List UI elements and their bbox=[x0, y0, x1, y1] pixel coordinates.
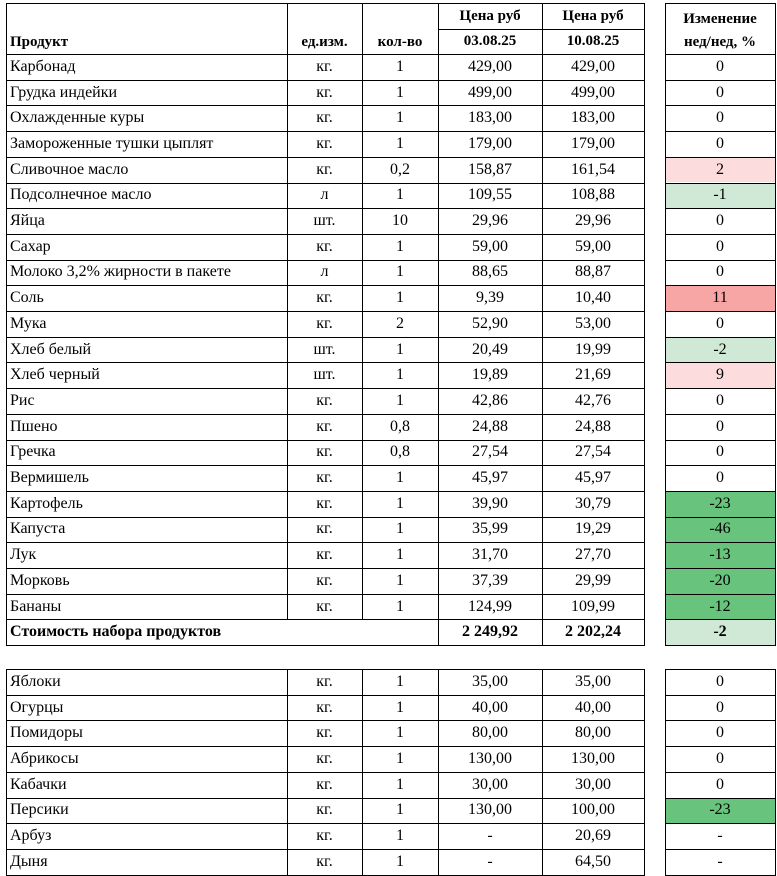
qty-cell: 1 bbox=[396, 520, 404, 538]
price-old-cell: - bbox=[487, 852, 493, 870]
grid-line bbox=[665, 645, 776, 646]
qty-cell: 1 bbox=[396, 109, 404, 127]
grid-line bbox=[6, 311, 644, 312]
qty-cell: 0,8 bbox=[390, 417, 410, 435]
grid-line bbox=[644, 3, 645, 646]
unit-cell: кг. bbox=[316, 520, 333, 538]
price-new-cell: 100,00 bbox=[571, 801, 615, 819]
grid-line bbox=[665, 594, 776, 595]
grid-line bbox=[665, 798, 776, 799]
grid-line bbox=[665, 234, 776, 235]
grid-line bbox=[6, 619, 644, 620]
price-old-cell: - bbox=[487, 827, 493, 845]
grid-line bbox=[542, 3, 543, 646]
product-name: Яйца bbox=[10, 212, 45, 230]
price-new-cell: 19,99 bbox=[575, 340, 611, 358]
unit-cell: кг. bbox=[316, 314, 333, 332]
qty-cell: 1 bbox=[396, 340, 404, 358]
grid-line bbox=[6, 208, 644, 209]
unit-cell: кг. bbox=[316, 417, 333, 435]
unit-cell: кг. bbox=[316, 852, 333, 870]
qty-cell: 1 bbox=[396, 237, 404, 255]
price-new-cell: 30,00 bbox=[575, 775, 611, 793]
total-change: -2 bbox=[665, 619, 775, 645]
price-old-cell: 45,97 bbox=[472, 469, 508, 487]
price-old-cell: 29,96 bbox=[472, 212, 508, 230]
grid-line bbox=[6, 388, 644, 389]
unit-cell: кг. bbox=[316, 83, 333, 101]
grid-line bbox=[438, 3, 439, 646]
grid-line bbox=[665, 669, 666, 876]
unit-cell: кг. bbox=[316, 749, 333, 767]
change-cell: 0 bbox=[665, 131, 775, 157]
grid-line bbox=[6, 285, 644, 286]
grid-line bbox=[665, 517, 776, 518]
change-cell: -20 bbox=[665, 568, 775, 594]
product-name: Хлеб черный bbox=[10, 366, 100, 384]
grid-line bbox=[775, 3, 776, 646]
unit-cell: кг. bbox=[316, 134, 333, 152]
price-old-cell: 40,00 bbox=[472, 698, 508, 716]
qty-cell: 1 bbox=[396, 289, 404, 307]
product-name: Морковь bbox=[10, 571, 70, 589]
grid-line bbox=[665, 131, 776, 132]
unit-cell: кг. bbox=[316, 494, 333, 512]
grid-line bbox=[665, 157, 776, 158]
unit-cell: кг. bbox=[316, 109, 333, 127]
grid-line bbox=[6, 131, 644, 132]
header-price-label-2: Цена руб bbox=[562, 7, 624, 24]
change-cell: 0 bbox=[665, 695, 775, 721]
price-new-cell: 499,00 bbox=[571, 83, 615, 101]
change-cell: 0 bbox=[665, 388, 775, 414]
price-old-cell: 109,55 bbox=[468, 186, 512, 204]
grid-line bbox=[6, 3, 438, 4]
product-name: Подсолнечное масло bbox=[10, 186, 152, 204]
price-old-cell: 429,00 bbox=[468, 57, 512, 75]
product-name: Абрикосы bbox=[10, 749, 79, 767]
qty-cell: 10 bbox=[392, 212, 408, 230]
product-name: Капуста bbox=[10, 520, 66, 538]
grid-line bbox=[665, 491, 776, 492]
grid-line bbox=[665, 80, 776, 81]
price-old-cell: 499,00 bbox=[468, 83, 512, 101]
product-name: Огурцы bbox=[10, 698, 64, 716]
product-name: Арбуз bbox=[10, 827, 52, 845]
qty-cell: 1 bbox=[396, 469, 404, 487]
qty-cell: 1 bbox=[396, 698, 404, 716]
grid-line bbox=[6, 157, 644, 158]
header-price-label-1: Цена руб bbox=[459, 7, 521, 24]
change-cell: -23 bbox=[665, 798, 775, 824]
grid-line bbox=[6, 440, 644, 441]
grid-line bbox=[287, 3, 288, 619]
price-old-cell: 183,00 bbox=[468, 109, 512, 127]
grid-line bbox=[362, 669, 363, 876]
price-old-cell: 20,49 bbox=[472, 340, 508, 358]
grid-line bbox=[438, 669, 439, 876]
grid-line bbox=[665, 849, 776, 850]
unit-cell: кг. bbox=[316, 469, 333, 487]
price-new-cell: 183,00 bbox=[571, 109, 615, 127]
total-price-new: 2 202,24 bbox=[565, 623, 621, 641]
change-cell: 0 bbox=[665, 465, 775, 491]
price-new-cell: 64,50 bbox=[575, 852, 611, 870]
header-qty: кол-во bbox=[377, 33, 423, 50]
grid-line bbox=[644, 669, 645, 876]
change-cell: 0 bbox=[665, 440, 775, 466]
qty-cell: 1 bbox=[396, 827, 404, 845]
total-price-old: 2 249,92 bbox=[462, 623, 518, 641]
unit-cell: кг. bbox=[316, 571, 333, 589]
unit-cell: кг. bbox=[316, 775, 333, 793]
grid-line bbox=[287, 669, 288, 876]
price-new-cell: 21,69 bbox=[575, 366, 611, 384]
unit-cell: шт. bbox=[313, 212, 336, 230]
grid-line bbox=[6, 105, 644, 106]
product-name: Замороженные тушки цыплят bbox=[10, 134, 214, 152]
price-old-cell: 130,00 bbox=[468, 801, 512, 819]
price-new-cell: 27,54 bbox=[575, 443, 611, 461]
unit-cell: кг. bbox=[316, 827, 333, 845]
product-name: Рис bbox=[10, 391, 35, 409]
unit-cell: кг. bbox=[316, 724, 333, 742]
price-old-cell: 24,88 bbox=[472, 417, 508, 435]
product-name: Картофель bbox=[10, 494, 83, 512]
grid-line bbox=[665, 440, 776, 441]
price-old-cell: 31,70 bbox=[472, 546, 508, 564]
qty-cell: 1 bbox=[396, 546, 404, 564]
grid-line bbox=[665, 105, 776, 106]
price-old-cell: 9,39 bbox=[476, 289, 504, 307]
price-new-cell: 45,97 bbox=[575, 469, 611, 487]
grid-line bbox=[6, 183, 644, 184]
qty-cell: 1 bbox=[396, 134, 404, 152]
price-old-cell: 179,00 bbox=[468, 134, 512, 152]
price-old-cell: 35,00 bbox=[472, 672, 508, 690]
product-name: Бананы bbox=[10, 597, 62, 615]
grid-line bbox=[665, 362, 776, 363]
unit-cell: л bbox=[320, 186, 329, 204]
grid-line bbox=[6, 260, 644, 261]
grid-line bbox=[6, 337, 644, 338]
grid-line bbox=[665, 208, 776, 209]
price-new-cell: 429,00 bbox=[571, 57, 615, 75]
grid-line bbox=[6, 798, 644, 799]
change-cell: 0 bbox=[665, 669, 775, 695]
grid-line bbox=[665, 414, 776, 415]
qty-cell: 1 bbox=[396, 775, 404, 793]
grid-line bbox=[6, 645, 644, 646]
header-change-line1: Изменение bbox=[683, 10, 757, 27]
product-name: Охлажденные куры bbox=[10, 109, 145, 127]
product-name: Мука bbox=[10, 314, 47, 332]
price-old-cell: 19,89 bbox=[472, 366, 508, 384]
grid-line bbox=[6, 568, 644, 569]
change-cell: 11 bbox=[665, 285, 775, 311]
change-cell: -12 bbox=[665, 594, 775, 620]
grid-line bbox=[6, 362, 644, 363]
change-cell: -46 bbox=[665, 517, 775, 543]
unit-cell: кг. bbox=[316, 57, 333, 75]
product-name: Гречка bbox=[10, 443, 56, 461]
price-new-cell: 179,00 bbox=[571, 134, 615, 152]
header-date-1: 03.08.25 bbox=[463, 33, 517, 49]
grid-line bbox=[665, 772, 776, 773]
price-new-cell: 108,88 bbox=[571, 186, 615, 204]
product-name: Помидоры bbox=[10, 724, 83, 742]
change-cell: 0 bbox=[665, 414, 775, 440]
change-cell: -1 bbox=[665, 183, 775, 209]
price-new-cell: 88,87 bbox=[575, 263, 611, 281]
header-unit: ед.изм. bbox=[301, 33, 348, 50]
change-cell: 0 bbox=[665, 234, 775, 260]
price-new-cell: 130,00 bbox=[571, 749, 615, 767]
qty-cell: 1 bbox=[396, 672, 404, 690]
product-name: Соль bbox=[10, 289, 44, 307]
grid-line bbox=[665, 260, 776, 261]
price-new-cell: 10,40 bbox=[575, 289, 611, 307]
product-name: Хлеб белый bbox=[10, 340, 92, 358]
change-cell: 0 bbox=[665, 54, 775, 80]
qty-cell: 1 bbox=[396, 57, 404, 75]
change-cell: - bbox=[665, 849, 775, 875]
change-cell: 0 bbox=[665, 772, 775, 798]
qty-cell: 1 bbox=[396, 494, 404, 512]
grid-line bbox=[362, 3, 363, 619]
price-old-cell: 130,00 bbox=[468, 749, 512, 767]
unit-cell: кг. bbox=[316, 546, 333, 564]
unit-cell: кг. bbox=[316, 237, 333, 255]
price-new-cell: 109,99 bbox=[571, 597, 615, 615]
grid-line bbox=[6, 875, 644, 876]
product-name: Сахар bbox=[10, 237, 51, 255]
grid-line bbox=[665, 875, 776, 876]
qty-cell: 0,2 bbox=[390, 160, 410, 178]
change-cell: 0 bbox=[665, 80, 775, 106]
qty-cell: 1 bbox=[396, 83, 404, 101]
unit-cell: кг. bbox=[316, 160, 333, 178]
header-product: Продукт bbox=[10, 33, 69, 50]
price-new-cell: 80,00 bbox=[575, 724, 611, 742]
product-name: Яблоки bbox=[10, 672, 61, 690]
grid-line bbox=[6, 594, 644, 595]
change-cell: 9 bbox=[665, 362, 775, 388]
price-new-cell: 42,76 bbox=[575, 391, 611, 409]
qty-cell: 1 bbox=[396, 571, 404, 589]
change-cell: 0 bbox=[665, 105, 775, 131]
qty-cell: 1 bbox=[396, 724, 404, 742]
qty-cell: 2 bbox=[396, 314, 404, 332]
change-cell: 2 bbox=[665, 157, 775, 183]
price-old-cell: 39,90 bbox=[472, 494, 508, 512]
price-new-cell: 40,00 bbox=[575, 698, 611, 716]
change-cell: - bbox=[665, 823, 775, 849]
unit-cell: кг. bbox=[316, 698, 333, 716]
change-cell: -2 bbox=[665, 337, 775, 363]
grid-line bbox=[6, 720, 644, 721]
price-old-cell: 37,39 bbox=[472, 571, 508, 589]
grid-line bbox=[6, 619, 7, 646]
unit-cell: кг. bbox=[316, 391, 333, 409]
grid-line bbox=[438, 3, 644, 4]
change-cell: 0 bbox=[665, 260, 775, 286]
grid-line bbox=[665, 746, 776, 747]
grid-line bbox=[665, 388, 776, 389]
price-old-cell: 158,87 bbox=[468, 160, 512, 178]
grid-line bbox=[6, 414, 644, 415]
price-new-cell: 30,79 bbox=[575, 494, 611, 512]
unit-cell: кг. bbox=[316, 443, 333, 461]
product-name: Дыня bbox=[10, 852, 48, 870]
unit-cell: кг. bbox=[316, 672, 333, 690]
qty-cell: 1 bbox=[396, 597, 404, 615]
change-cell: -23 bbox=[665, 491, 775, 517]
product-name: Сливочное масло bbox=[10, 160, 129, 178]
change-cell: 0 bbox=[665, 746, 775, 772]
grid-line bbox=[6, 849, 644, 850]
grid-line bbox=[665, 3, 666, 646]
grid-line bbox=[665, 542, 776, 543]
grid-line bbox=[6, 746, 644, 747]
price-new-cell: 29,96 bbox=[575, 212, 611, 230]
grid-line bbox=[665, 695, 776, 696]
unit-cell: шт. bbox=[313, 366, 336, 384]
price-old-cell: 30,00 bbox=[472, 775, 508, 793]
grid-line bbox=[6, 695, 644, 696]
price-old-cell: 80,00 bbox=[472, 724, 508, 742]
product-name: Персики bbox=[10, 801, 69, 819]
grid-line bbox=[6, 3, 7, 619]
grid-line bbox=[6, 669, 644, 670]
unit-cell: кг. bbox=[316, 597, 333, 615]
price-new-cell: 27,70 bbox=[575, 546, 611, 564]
price-new-cell: 20,69 bbox=[575, 827, 611, 845]
grid-line bbox=[6, 772, 644, 773]
grid-line bbox=[6, 517, 644, 518]
grid-line bbox=[665, 568, 776, 569]
price-old-cell: 52,90 bbox=[472, 314, 508, 332]
price-old-cell: 42,86 bbox=[472, 391, 508, 409]
grid-line bbox=[6, 54, 644, 55]
unit-cell: кг. bbox=[316, 289, 333, 307]
grid-line bbox=[775, 669, 776, 876]
qty-cell: 0,8 bbox=[390, 443, 410, 461]
header-date-2: 10.08.25 bbox=[566, 33, 620, 49]
grid-line bbox=[6, 542, 644, 543]
product-name: Пшено bbox=[10, 417, 58, 435]
grid-line bbox=[665, 823, 776, 824]
qty-cell: 1 bbox=[396, 749, 404, 767]
change-cell: -13 bbox=[665, 542, 775, 568]
qty-cell: 1 bbox=[396, 391, 404, 409]
price-old-cell: 59,00 bbox=[472, 237, 508, 255]
grid-line bbox=[665, 720, 776, 721]
grid-line bbox=[6, 669, 7, 876]
grid-line bbox=[665, 3, 776, 4]
total-label: Стоимость набора продуктов bbox=[10, 623, 222, 641]
grid-line bbox=[6, 465, 644, 466]
price-old-cell: 124,99 bbox=[468, 597, 512, 615]
price-new-cell: 59,00 bbox=[575, 237, 611, 255]
unit-cell: кг. bbox=[316, 801, 333, 819]
grid-line bbox=[438, 29, 644, 30]
unit-cell: л bbox=[320, 263, 329, 281]
grid-line bbox=[6, 823, 644, 824]
header-change-line2: нед/нед, % bbox=[683, 33, 757, 50]
product-name: Грудка индейки bbox=[10, 83, 118, 101]
product-name: Кабачки bbox=[10, 775, 67, 793]
price-new-cell: 35,00 bbox=[575, 672, 611, 690]
price-old-cell: 35,99 bbox=[472, 520, 508, 538]
product-name: Лук bbox=[10, 546, 37, 564]
change-cell: 0 bbox=[665, 311, 775, 337]
qty-cell: 1 bbox=[396, 263, 404, 281]
grid-line bbox=[665, 183, 776, 184]
price-old-cell: 27,54 bbox=[472, 443, 508, 461]
grid-line bbox=[665, 54, 776, 55]
grid-line bbox=[665, 311, 776, 312]
price-new-cell: 29,99 bbox=[575, 571, 611, 589]
price-new-cell: 19,29 bbox=[575, 520, 611, 538]
change-cell: 0 bbox=[665, 208, 775, 234]
price-old-cell: 88,65 bbox=[472, 263, 508, 281]
product-name: Карбонад bbox=[10, 57, 76, 75]
product-name: Молоко 3,2% жирности в пакете bbox=[10, 263, 231, 281]
price-new-cell: 161,54 bbox=[571, 160, 615, 178]
grid-line bbox=[6, 80, 644, 81]
product-name: Вермишель bbox=[10, 469, 89, 487]
qty-cell: 1 bbox=[396, 801, 404, 819]
grid-line bbox=[665, 619, 776, 620]
grid-line bbox=[542, 669, 543, 876]
change-cell: 0 bbox=[665, 720, 775, 746]
unit-cell: шт. bbox=[313, 340, 336, 358]
grid-line bbox=[6, 234, 644, 235]
qty-cell: 1 bbox=[396, 852, 404, 870]
grid-line bbox=[665, 337, 776, 338]
qty-cell: 1 bbox=[396, 366, 404, 384]
price-new-cell: 24,88 bbox=[575, 417, 611, 435]
price-new-cell: 53,00 bbox=[575, 314, 611, 332]
grid-line bbox=[6, 491, 644, 492]
qty-cell: 1 bbox=[396, 186, 404, 204]
grid-line bbox=[665, 465, 776, 466]
grid-line bbox=[665, 669, 776, 670]
grid-line bbox=[665, 285, 776, 286]
